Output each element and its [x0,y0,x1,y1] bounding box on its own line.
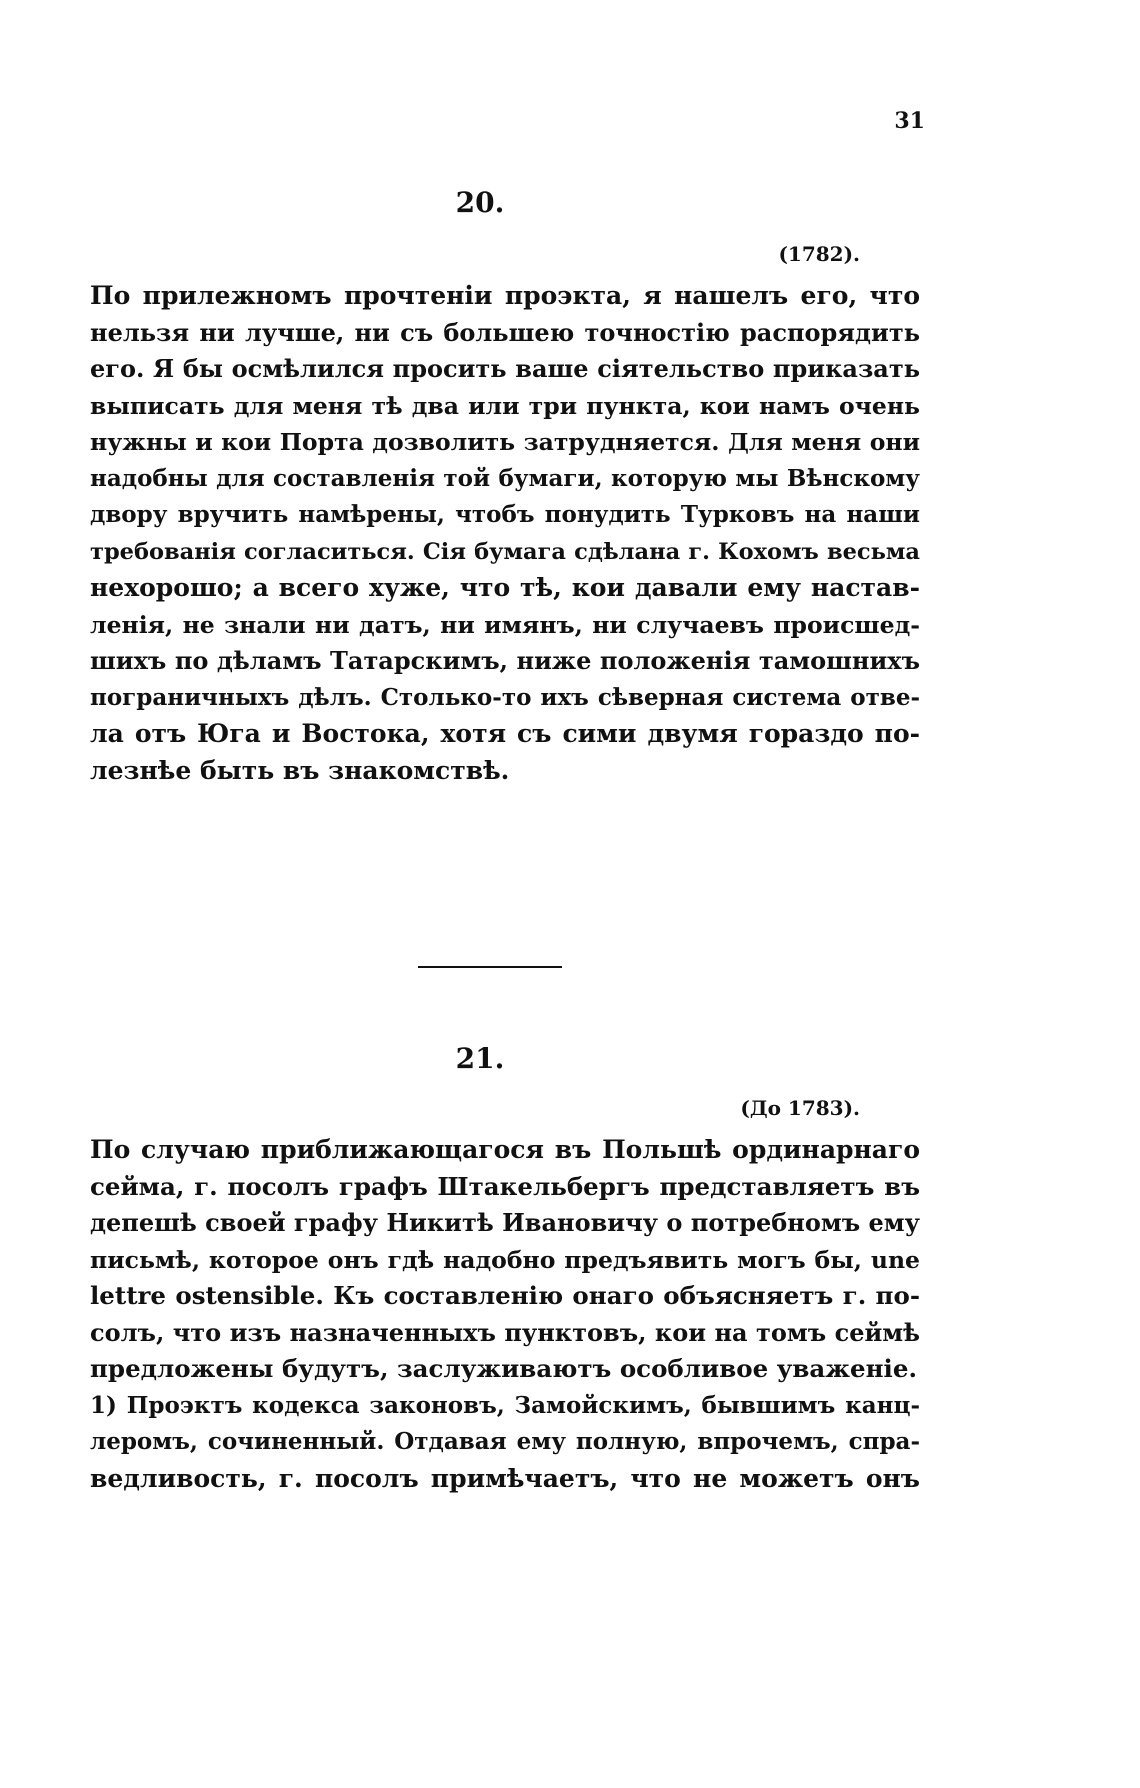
text-line: lettre ostensible. Къ составленію онаго объясняетъ г. по- [90,1281,920,1310]
text-line: ла отъ Юга и Востока, хотя съ сими двумя гораздо по- [90,719,920,748]
text-line: солъ, что изъ назначенныхъ пунктовъ, кои на томъ сеймѣ [90,1317,920,1347]
text-line: По случаю приближающагося въ Польшѣ ординарнаго [90,1135,920,1164]
document-21-number: 21. [455,1042,505,1075]
text-line: сейма, г. посолъ графъ Штакельбергъ представляетъ въ [90,1171,920,1201]
text-line: нужны и кои Порта дозволить затрудняется. Для меня они [90,428,920,456]
document-21-date: (До 1783). [740,1096,860,1120]
text-line: По прилежномъ прочтеніи проэкта, я нашелъ его, что [90,281,920,310]
document-20-date: (1782). [778,242,860,266]
text-line: ленія, не знали ни датъ, ни имянъ, ни случаевъ происшед- [90,610,920,639]
section-divider [418,966,562,968]
text-line: ведливость, г. посолъ примѣчаетъ, что не можетъ онъ [90,1463,920,1493]
document-20-number: 20. [455,186,505,219]
page-number: 31 [894,108,925,134]
text-line: леромъ, сочиненный. Отдавая ему полную, впрочемъ, спра- [90,1428,920,1455]
text-line: требованія согласиться. Сія бумага сдѣлана г. Кохомъ весьма [90,538,920,565]
text-line: лезнѣе быть въ знакомствѣ. [90,755,510,785]
text-line: 1) Проэктъ кодекса законовъ, Замойскимъ, бывшимъ канц- [90,1391,920,1419]
text-line: пограничныхъ дѣлъ. Столько-то ихъ сѣверная система отве- [90,683,920,711]
text-line: предложены будутъ, заслуживаютъ особливое уваженіе. [90,1354,917,1383]
text-line: нехорошо; а всего хуже, что тѣ, кои давали ему настав- [90,573,920,602]
text-line: двору вручить намѣрены, чтобъ понудить Турковъ на наши [90,501,920,528]
text-line: его. Я бы осмѣлился просить ваше сіятельство приказать [90,354,920,383]
text-line: надобны для составленія той бумаги, которую мы Вѣнскому [90,464,920,492]
text-line: нельзя ни лучше, ни съ большею точностію распорядить [90,317,920,347]
document-20-text [90,278,920,789]
text-line: выписать для меня тѣ два или три пункта, кои намъ очень [90,391,920,420]
text-line: письмѣ, которое онъ гдѣ надобно предъявить могъ бы, une [90,1245,920,1274]
document-21-text [90,1132,920,1497]
text-line: шихъ по дѣламъ Татарскимъ, ниже положенія тамошнихъ [90,646,920,675]
text-line: депешѣ своей графу Никитѣ Ивановичу о потребномъ ему [90,1208,920,1237]
